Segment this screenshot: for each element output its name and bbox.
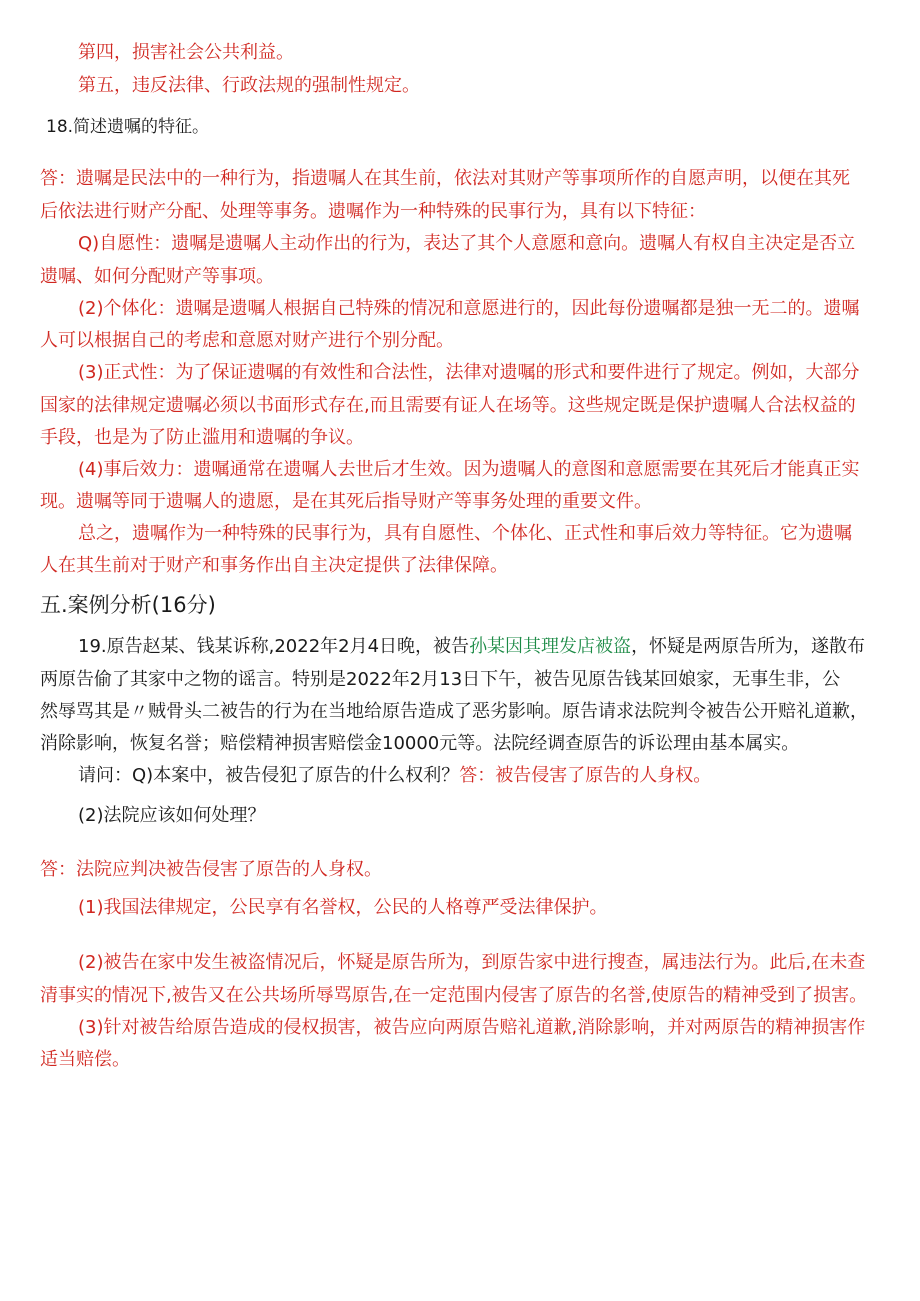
answer-line: Q)自愿性：遗嘱是遗嘱人主动作出的行为，表达了其个人意愿和意向。遗嘱人有权自主决定是否立: [78, 233, 856, 254]
answer-line: 清事实的情况下,被告又在公共场所辱骂原告,在一定范围内侵害了原告的名誉,使原告的精神受到了损害。: [40, 985, 868, 1006]
answer-line: 手段，也是为了防止滥用和遗嘱的争议。: [40, 427, 364, 448]
ask-line: [78, 763, 711, 789]
answer-line: 人可以根据自己的考虑和意愿对财产进行个别分配。: [40, 330, 454, 351]
answer-line: 人在其生前对于财产和事务作出自主决定提供了法律保障。: [40, 555, 508, 576]
answer-line: 答：遗嘱是民法中的一种行为，指遗嘱人在其生前，依法对其财产等事项所作的自愿声明，以便在其死: [40, 168, 850, 189]
answer-line: (2)被告在家中发生被盗情况后，怀疑是原告所为，到原告家中进行搜查，属违法行为。此后,在未查: [78, 952, 866, 973]
answer-line: 总之，遗嘱作为一种特殊的民事行为，具有自愿性、个体化、正式性和事后效力等特征。它为遗嘱: [78, 523, 852, 544]
answer-line: 遗嘱、如何分配财产等事项。: [40, 266, 274, 287]
case-text: 19.原告赵某、钱某诉称,2022年2月4日晚，被告: [78, 636, 470, 657]
answer-line: 答：法院应判决被告侵害了原告的人身权。: [40, 859, 382, 880]
case-highlight: 孙某因其理发店被盗: [469, 636, 632, 657]
answer-line: (4)事后效力：遗嘱通常在遗嘱人去世后才生效。因为遗嘱人的意图和意愿需要在其死后才能真正实: [78, 459, 860, 480]
answer-line: (1)我国法律规定，公民享有名誉权，公民的人格尊严受法律保护。: [78, 897, 608, 918]
ask-text: 请问：Q)本案中，被告侵犯了原告的什么权利？: [78, 765, 460, 786]
section-heading: 五.案例分析(16分): [40, 593, 216, 617]
case-line: [78, 634, 865, 660]
case-line: 消除影响，恢复名誉；赔偿精神损害赔偿金10000元等。法院经调查原告的诉讼理由基本属实。: [40, 733, 800, 754]
question-heading: 18.简述遗嘱的特征。: [46, 117, 210, 137]
answer-line: 后依法进行财产分配、处理等事务。遗嘱作为一种特殊的民事行为，具有以下特征：: [40, 201, 706, 222]
ask-line: (2)法院应该如何处理？: [78, 805, 266, 826]
case-line: 然辱骂其是〃贼骨头二被告的行为在当地给原告造成了恶劣影响。原告请求法院判令被告公开赔礼道歉，: [40, 701, 868, 722]
case-text: ，怀疑是两原告所为，遂散布: [631, 636, 866, 657]
text-line: 第四，损害社会公共利益。: [78, 42, 294, 63]
text-line: 第五，违反法律、行政法规的强制性规定。: [78, 75, 420, 96]
answer-line: (2)个体化：遗嘱是遗嘱人根据自己特殊的情况和意愿进行的，因此每份遗嘱都是独一无二的。遗嘱: [78, 298, 860, 319]
case-line: 两原告偷了其家中之物的谣言。特别是2022年2月13日下午，被告见原告钱某回娘家，无事生非，公: [40, 669, 841, 690]
answer-line: (3)针对被告给原告造成的侵权损害，被告应向两原告赔礼道歉,消除影响，并对两原告的精神损害作: [78, 1017, 866, 1038]
answer-line: 国家的法律规定遗嘱必须以书面形式存在,而且需要有证人在场等。这些规定既是保护遗嘱人合法权益的: [40, 395, 856, 416]
answer-line: (3)正式性：为了保证遗嘱的有效性和合法性，法律对遗嘱的形式和要件进行了规定。例如，大部分: [78, 362, 860, 383]
answer-line: 现。遗嘱等同于遗嘱人的遗愿，是在其死后指导财产等事务处理的重要文件。: [40, 491, 652, 512]
answer-inline: 答：被告侵害了原告的人身权。: [459, 765, 712, 786]
answer-line: 适当赔偿。: [40, 1049, 130, 1070]
